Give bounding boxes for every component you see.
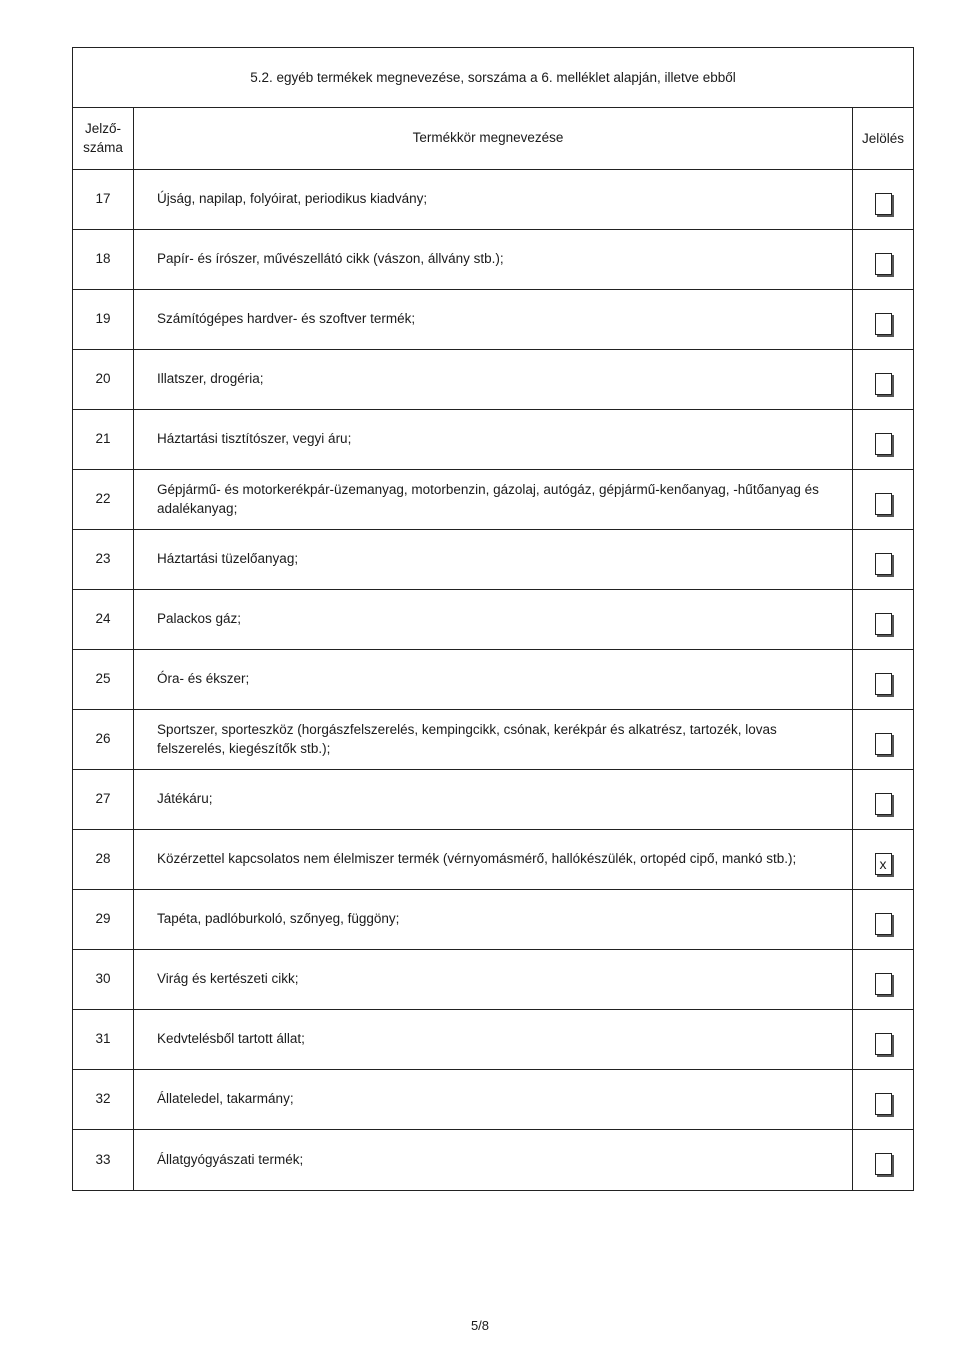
table-row	[73, 650, 913, 710]
row-mark-cell	[853, 1070, 913, 1129]
row-number: 22	[73, 470, 134, 529]
row-category-name: Papír- és írószer, művészellátó cikk (vászon, állvány stb.);	[134, 230, 853, 289]
table-row	[73, 1130, 913, 1190]
row-number: 32	[73, 1070, 134, 1129]
row-category-name: Közérzettel kapcsolatos nem élelmiszer termék (vérnyomásmérő, hallókészülék, ortopéd cipő, mankó stb.);	[134, 830, 853, 889]
row-mark-cell	[853, 170, 913, 229]
table-row	[73, 350, 913, 410]
row-number: 19	[73, 290, 134, 349]
row-category-name: Állateledel, takarmány;	[134, 1070, 853, 1129]
table-row	[73, 830, 913, 890]
row-mark-cell	[853, 650, 913, 709]
row-mark-cell	[853, 530, 913, 589]
row-number: 25	[73, 650, 134, 709]
row-mark-cell	[853, 470, 913, 529]
row-number: 28	[73, 830, 134, 889]
row-checkbox[interactable]	[875, 673, 892, 695]
header-num-label	[73, 108, 134, 169]
row-checkbox[interactable]	[875, 613, 892, 635]
row-mark-cell	[853, 350, 913, 409]
product-category-form	[72, 47, 914, 1191]
row-number: 20	[73, 350, 134, 409]
row-checkbox[interactable]	[875, 913, 892, 935]
row-mark-cell	[853, 830, 913, 889]
table-body	[73, 170, 913, 1190]
row-mark-cell	[853, 590, 913, 649]
row-category-name: Illatszer, drogéria;	[134, 350, 853, 409]
row-mark-cell	[853, 230, 913, 289]
table-row	[73, 290, 913, 350]
table-row	[73, 770, 913, 830]
row-mark-cell	[853, 290, 913, 349]
row-category-name: Állatgyógyászati termék;	[134, 1130, 853, 1190]
row-category-name: Palackos gáz;	[134, 590, 853, 649]
header-mark-text: Jelölés	[861, 131, 905, 146]
row-category-name: Tapéta, padlóburkoló, szőnyeg, függöny;	[134, 890, 853, 949]
row-mark-cell	[853, 890, 913, 949]
row-checkbox[interactable]	[875, 493, 892, 515]
row-number: 24	[73, 590, 134, 649]
table-row	[73, 410, 913, 470]
row-category-name: Gépjármű- és motorkerékpár-üzemanyag, motorbenzin, gázolaj, autógáz, gépjármű-kenőanyag, -hűtőanyag és adalékanyag;	[134, 470, 853, 529]
table-row	[73, 1010, 913, 1070]
row-checkbox[interactable]	[875, 1093, 892, 1115]
table-row	[73, 470, 913, 530]
row-mark-cell	[853, 950, 913, 1009]
row-mark-cell	[853, 1010, 913, 1069]
row-number: 23	[73, 530, 134, 589]
row-checkbox[interactable]	[875, 733, 892, 755]
row-checkbox[interactable]	[875, 193, 892, 215]
table-row	[73, 230, 913, 290]
row-category-name: Sportszer, sporteszköz (horgászfelszerelés, kempingcikk, csónak, kerékpár és alkatrész, tartozék, lovas felszerelés, kiegészítők stb.);	[134, 710, 853, 769]
row-number: 17	[73, 170, 134, 229]
header-name-label	[134, 108, 853, 169]
row-checkbox[interactable]	[875, 973, 892, 995]
header-num-text: Jelző- száma	[83, 121, 123, 155]
row-number: 26	[73, 710, 134, 769]
row-checkbox[interactable]	[875, 793, 892, 815]
row-mark-cell	[853, 1130, 913, 1190]
row-checkbox[interactable]	[875, 433, 892, 455]
page-number: 5/8	[470, 1318, 490, 1333]
row-category-name: Játékáru;	[134, 770, 853, 829]
row-category-name: Számítógépes hardver- és szoftver termék;	[134, 290, 853, 349]
row-category-name: Újság, napilap, folyóirat, periodikus kiadvány;	[134, 170, 853, 229]
table-row	[73, 950, 913, 1010]
row-checkbox[interactable]	[875, 313, 892, 335]
row-category-name: Kedvtelésből tartott állat;	[134, 1010, 853, 1069]
header-name-text: Termékkör megnevezése	[412, 130, 564, 146]
row-number: 31	[73, 1010, 134, 1069]
table-row	[73, 710, 913, 770]
row-number: 21	[73, 410, 134, 469]
table-row	[73, 590, 913, 650]
header-mark-label	[853, 108, 913, 169]
table-row	[73, 530, 913, 590]
row-number: 29	[73, 890, 134, 949]
table-row	[73, 1070, 913, 1130]
table-row	[73, 890, 913, 950]
row-category-name: Háztartási tisztítószer, vegyi áru;	[134, 410, 853, 469]
row-number: 27	[73, 770, 134, 829]
row-checkbox[interactable]	[875, 373, 892, 395]
row-mark-cell	[853, 770, 913, 829]
row-checkbox[interactable]	[875, 1153, 892, 1175]
row-category-name: Óra- és ékszer;	[134, 650, 853, 709]
row-checkbox[interactable]	[875, 1033, 892, 1055]
row-mark-cell	[853, 410, 913, 469]
row-number: 30	[73, 950, 134, 1009]
row-category-name: Virág és kertészeti cikk;	[134, 950, 853, 1009]
row-checkbox[interactable]	[875, 253, 892, 275]
row-checkbox[interactable]	[875, 553, 892, 575]
table-header-row	[73, 108, 913, 170]
row-number: 33	[73, 1130, 134, 1190]
table-row	[73, 170, 913, 230]
row-category-name: Háztartási tüzelőanyag;	[134, 530, 853, 589]
row-checkbox[interactable]: x	[875, 853, 892, 875]
section-title: 5.2. egyéb termékek megnevezése, sorszáma a 6. melléklet alapján, illetve ebből	[73, 48, 913, 108]
row-mark-cell	[853, 710, 913, 769]
row-number: 18	[73, 230, 134, 289]
